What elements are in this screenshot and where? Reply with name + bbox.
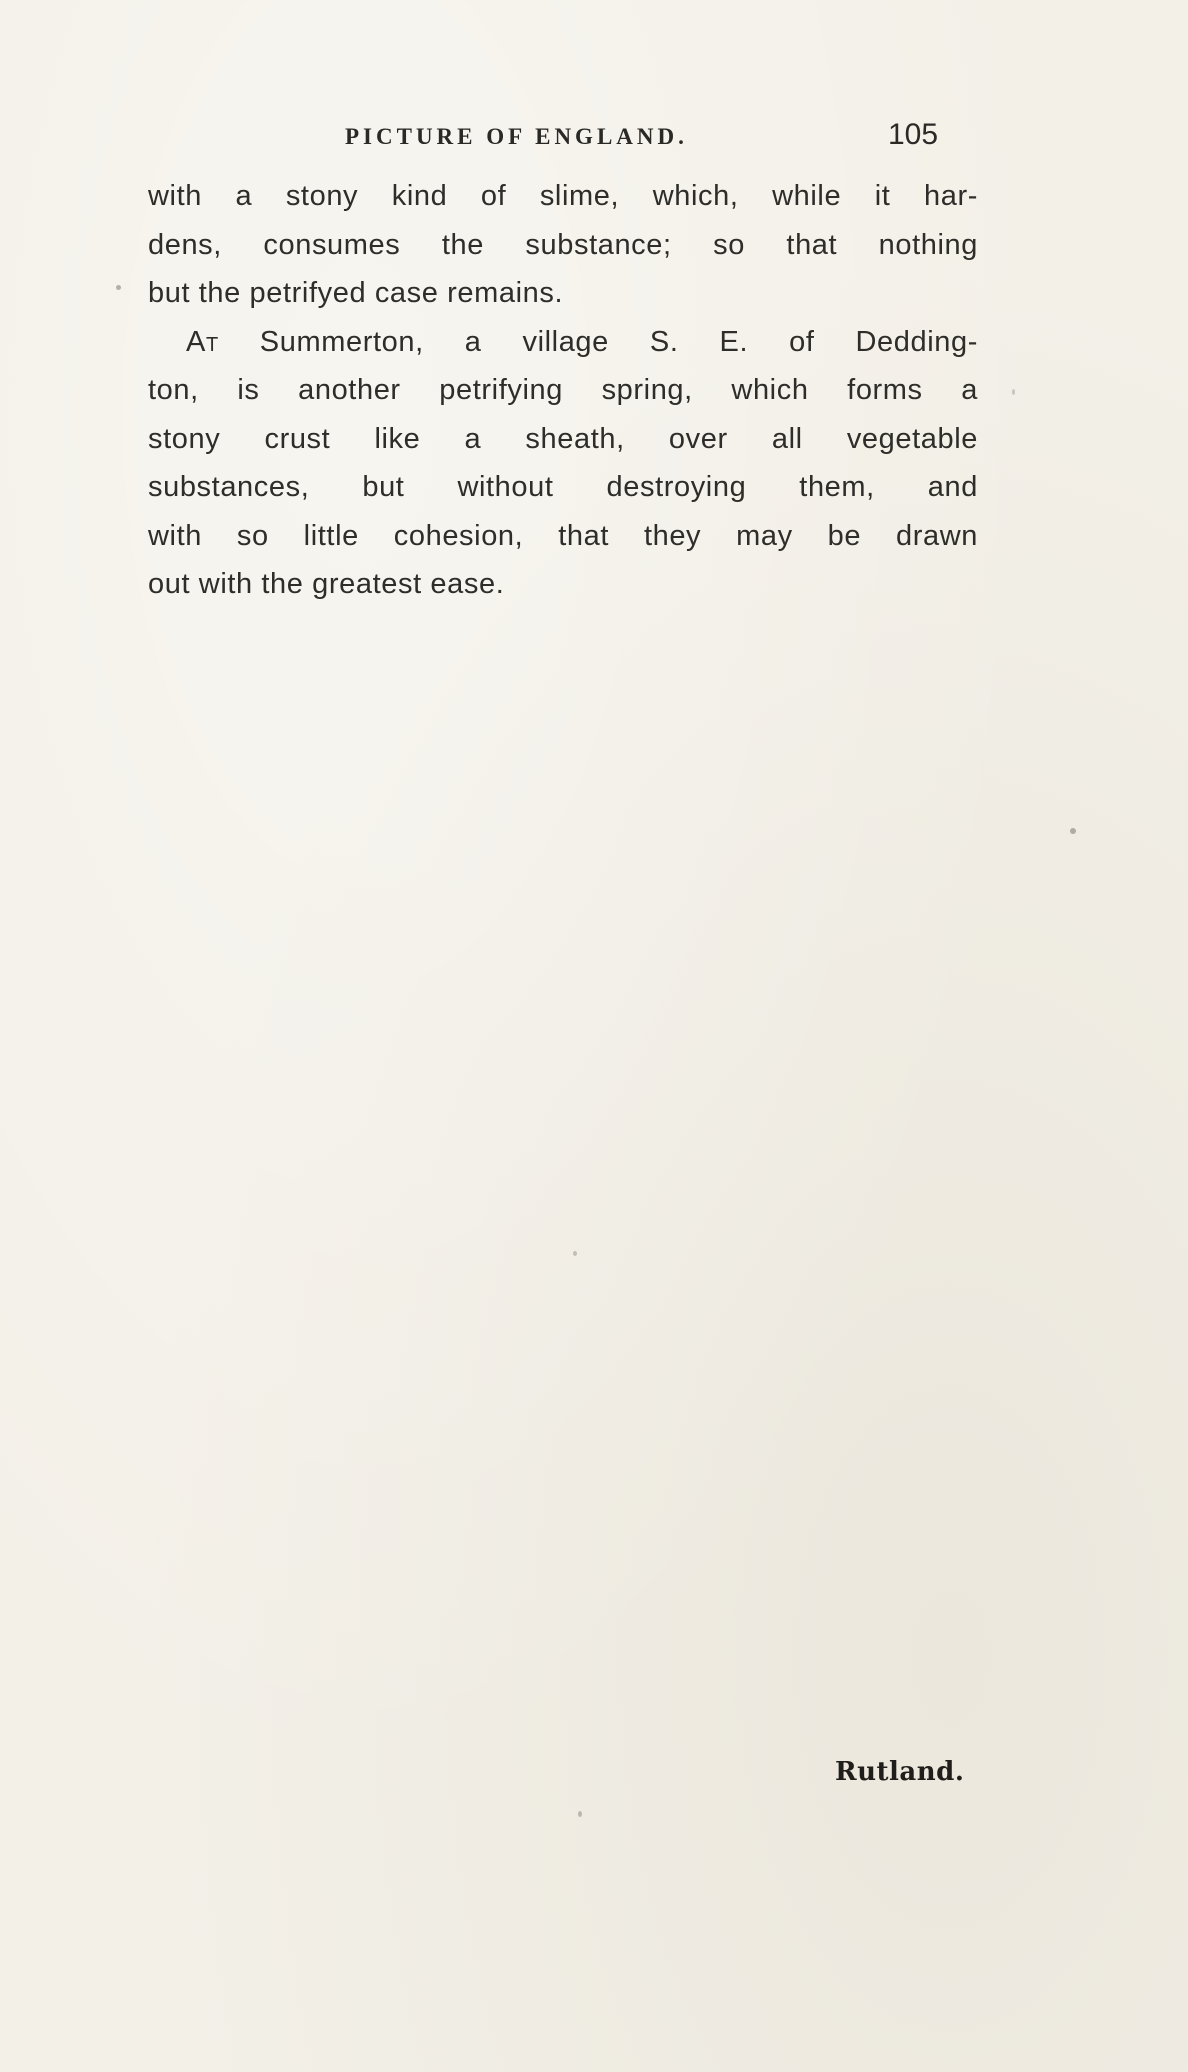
text-line: with so little cohesion, that they may be drawn: [148, 519, 978, 552]
paper-speck: [1070, 828, 1076, 834]
paragraph-first-line: [148, 318, 978, 367]
text-line: with a stony kind of slime, which, while it har-: [148, 180, 978, 212]
text-line: stony crust like a sheath, over all vegetable: [148, 422, 978, 455]
text-line: substances, but without destroying them, and: [148, 471, 978, 503]
running-head: [0, 118, 1188, 158]
paragraph-lead-word: At: [186, 325, 219, 358]
text-line-rest: Summerton, a village S. E. of Dedding-: [259, 325, 978, 358]
running-head-title: PICTURE OF ENGLAND.: [345, 124, 688, 149]
catchword: Rutland.: [835, 1757, 965, 1787]
paper-speck: [578, 1811, 582, 1817]
paper-speck: [1012, 389, 1015, 395]
body-text: [148, 172, 978, 609]
text-line: but the petrifyed case remains.: [148, 277, 564, 309]
paper-speck: [116, 285, 121, 290]
paper-speck: [573, 1251, 577, 1256]
text-line: out with the greatest ease.: [148, 568, 505, 600]
text-line: ton, is another petrifying spring, which forms a: [148, 374, 978, 406]
page-number: 105: [888, 118, 939, 151]
text-line: dens, consumes the substance; so that nothing: [148, 228, 978, 261]
